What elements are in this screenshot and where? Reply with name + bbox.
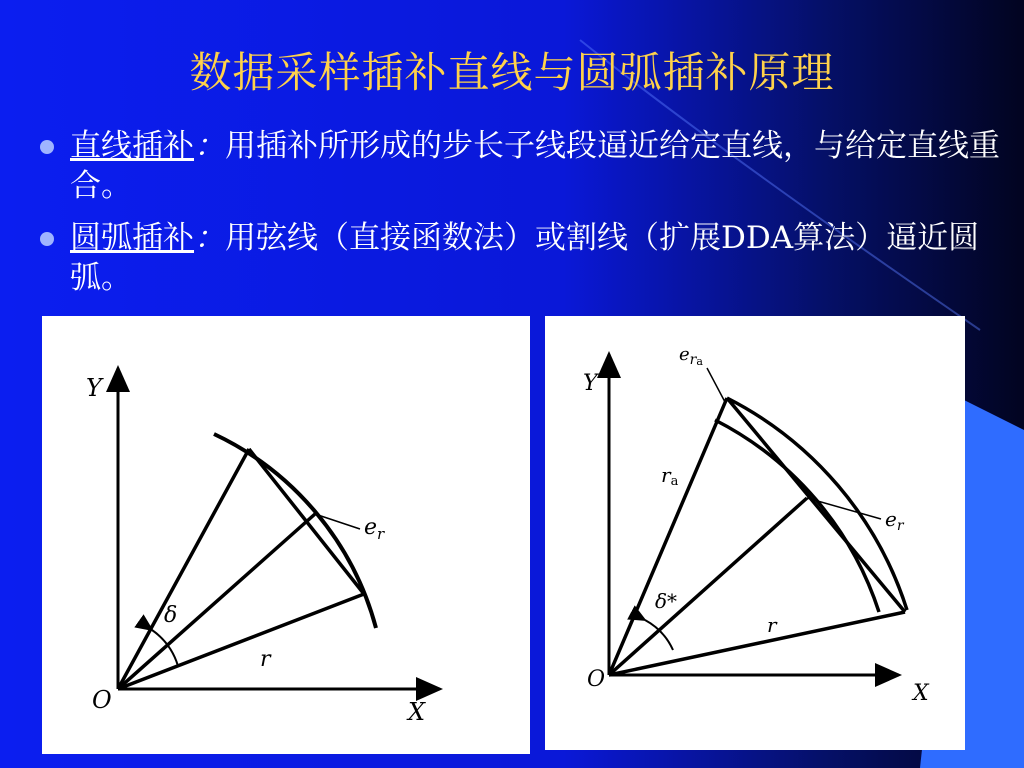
error-a-e: e	[679, 344, 690, 365]
diagram-secant-approximation	[545, 316, 965, 750]
bisector-line	[118, 514, 315, 689]
radius-line-lower	[118, 594, 364, 689]
angle-label: δ*	[655, 589, 678, 613]
error-e: e	[364, 515, 378, 540]
radius-a-r: r	[661, 463, 671, 487]
radius-line-upper	[609, 398, 727, 675]
error-label	[885, 507, 905, 534]
bisector-line	[609, 498, 807, 675]
bullet-text	[70, 218, 1000, 298]
diagram-left-svg	[42, 316, 530, 754]
bullet-text	[70, 126, 1000, 206]
error-e: e	[885, 507, 897, 531]
angle-label: δ	[164, 603, 178, 628]
diagram-right-svg	[545, 316, 965, 750]
radius-a-label	[661, 463, 679, 489]
bullet-description: 用插补所形成的步长子线段逼近给定直线，与给定直线重合。	[70, 128, 1000, 204]
bullet-dot-icon	[40, 232, 54, 246]
term-colon: ：	[194, 128, 225, 164]
bullet-dot-icon	[40, 140, 54, 154]
error-a-r: r	[689, 352, 697, 368]
radius-a-sub: a	[670, 474, 679, 489]
error-sub: r	[377, 525, 385, 543]
term-linear: 直线插补	[70, 128, 194, 164]
origin-label: O	[587, 667, 606, 692]
radius-line-lower	[609, 612, 905, 675]
error-a-sub: a	[696, 355, 703, 368]
y-axis-label: Y	[86, 374, 102, 402]
term-colon: ：	[194, 220, 225, 256]
bullet-linear	[40, 126, 1000, 206]
inner-arc	[715, 420, 879, 612]
origin-label: O	[92, 686, 112, 714]
radius-label: r	[260, 647, 271, 672]
x-axis-label: X	[913, 681, 929, 706]
diagram-chord-approximation	[42, 316, 530, 754]
x-axis-label: X	[408, 698, 426, 726]
y-axis-label: Y	[583, 371, 598, 396]
radius-line-upper	[118, 449, 249, 689]
error-label	[364, 515, 385, 543]
slide-title: 数据采样插补直线与圆弧插补原理	[189, 48, 835, 97]
error-a-label	[679, 344, 703, 368]
term-arc: 圆弧插补	[70, 220, 194, 256]
error-sub: r	[896, 518, 904, 534]
chord-line	[249, 449, 364, 594]
radius-label: r	[767, 613, 777, 637]
bullet-list	[40, 126, 1000, 310]
error-a-leader	[707, 368, 725, 402]
bullet-description: 用弦线（直接函数法）或割线（扩展DDA算法）逼近圆弧。	[70, 220, 980, 296]
secant-line	[727, 398, 905, 612]
bullet-arc	[40, 218, 1000, 298]
angle-arc-icon	[645, 620, 673, 650]
